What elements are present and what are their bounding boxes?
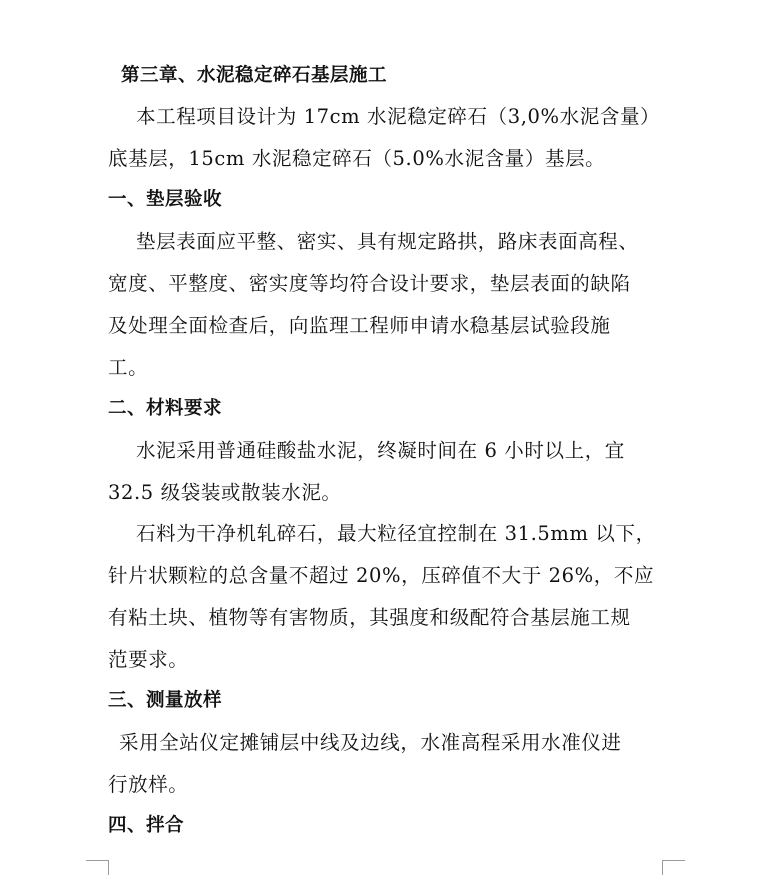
section-1-line-4: 工。	[108, 356, 149, 379]
margin-corner-mark-right	[662, 860, 685, 875]
section-1-line-2: 宽度、平整度、密实度等均符合设计要求，垫层表面的缺陷	[108, 272, 631, 295]
section-3-line-2: 行放样。	[108, 773, 189, 796]
section-2-line-3: 石料为干净机轧碎石，最大粒径宜控制在 31.5mm 以下，	[136, 522, 656, 545]
chapter-title: 第三章、水泥稳定碎石基层施工	[121, 65, 388, 86]
section-2-line-1: 水泥采用普通硅酸盐水泥，终凝时间在 6 小时以上，宜	[136, 439, 625, 462]
section-2-line-2: 32.5 级袋装或散装水泥。	[108, 481, 342, 504]
section-heading-4: 四、拌合	[108, 815, 185, 836]
section-2-line-6: 范要求。	[108, 648, 189, 671]
section-3-line-1: 采用全站仪定摊铺层中线及边线，水准高程采用水准仪进	[119, 731, 622, 754]
section-2-line-5: 有粘土块、植物等有害物质，其强度和级配符合基层施工规	[108, 606, 631, 629]
section-1-line-1: 垫层表面应平整、密实、具有规定路拱，路床表面高程、	[136, 230, 639, 253]
section-2-line-4: 针片状颗粒的总含量不超过 20%，压碎值不大于 26%，不应	[108, 564, 655, 587]
section-heading-3: 三、测量放样	[108, 690, 223, 711]
section-1-line-3: 及处理全面检查后，向监理工程师申请水稳基层试验段施	[108, 314, 611, 337]
margin-corner-mark-left	[86, 860, 109, 875]
section-heading-1: 一、垫层验收	[108, 189, 223, 210]
intro-line-1: 本工程项目设计为 17cm 水泥稳定碎石（3,0%水泥含量）	[136, 105, 661, 128]
intro-line-2: 底基层，15cm 水泥稳定碎石（5.0%水泥含量）基层。	[108, 147, 606, 170]
section-heading-2: 二、材料要求	[108, 398, 223, 419]
